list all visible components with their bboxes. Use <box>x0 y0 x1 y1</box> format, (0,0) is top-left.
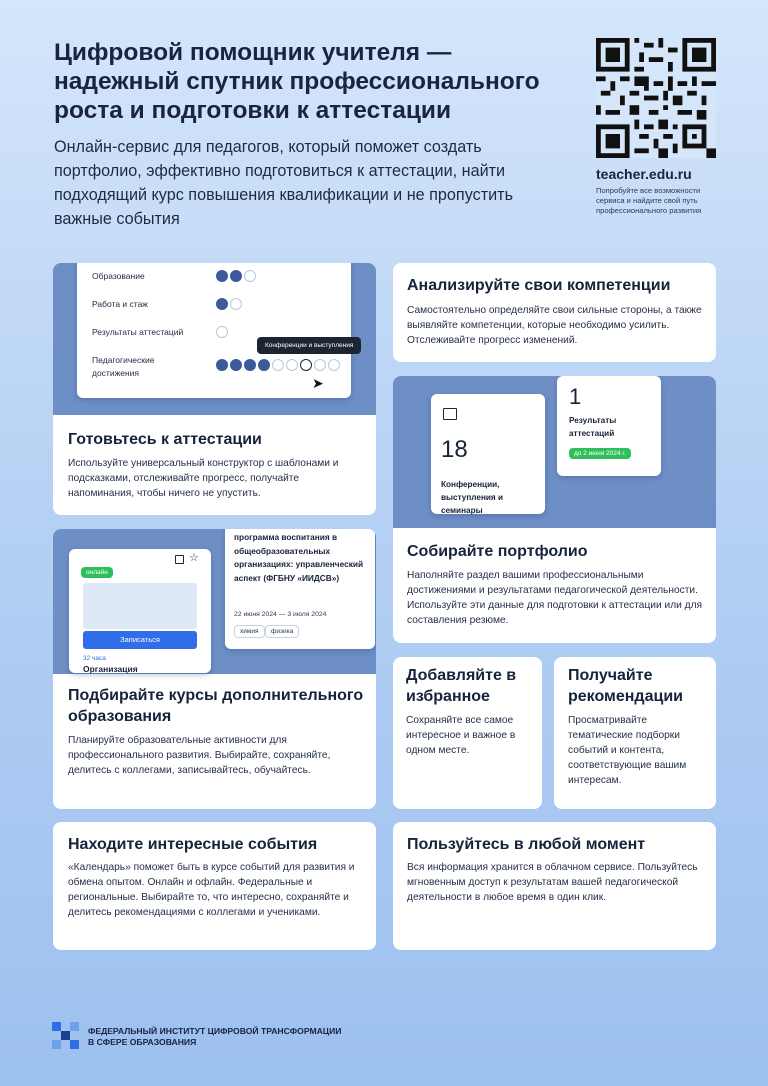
row-label: Образование <box>92 271 145 281</box>
card-title: Готовьтесь к аттестации <box>68 431 262 448</box>
course-org: Организация <box>83 664 138 674</box>
course-dates: 22 июня 2024 — 3 июля 2024 <box>234 611 327 618</box>
card-title: Пользуйтесь в любой момент <box>407 836 646 853</box>
card-competencies <box>393 263 716 362</box>
site-note: Попробуйте все возможности сервиса и найдите свой путь профессионального развития <box>596 186 702 215</box>
stat-label: Результаты аттестаций <box>569 416 617 438</box>
card-portfolio <box>393 376 716 643</box>
row-label: Работа и стаж <box>92 299 148 309</box>
star-icon[interactable]: ☆ <box>189 552 199 564</box>
site-link[interactable]: teacher.edu.ru <box>596 166 692 182</box>
row-checks <box>216 326 228 338</box>
course-hours: 32 часа <box>83 655 106 662</box>
card-title: Собирайте портфолио <box>407 543 588 560</box>
course-title: программа воспитания в общеобразовательных организациях: управленческий аспект (ФГБНУ «ИИДСВ») <box>234 532 364 583</box>
card-text: «Календарь» поможет быть в курсе событий для развития и обмена опытом. Онлайн и офлайн. Федеральные и региональные. Выбирайте то, что интересно, сохраняйте и делитесь рекомендациями с коллегами и учениками. <box>68 862 355 918</box>
card-text: Планируйте образовательные активности для профессионального развития. Выбирайте, сохраняйте, делитесь с коллегами, записывайтесь, обучайтесь. <box>68 735 331 776</box>
course-card <box>69 549 211 673</box>
presentation-icon <box>443 408 457 420</box>
page-title: Цифровой помощник учителя — надежный спутник профессионального роста и подготовки к аттестации <box>54 39 540 124</box>
card-anytime <box>393 822 716 950</box>
calendar-icon[interactable] <box>175 555 184 564</box>
card-title: Подбирайте курсы дополнительного образования <box>68 687 364 725</box>
row-checks <box>216 359 340 371</box>
online-badge: онлайн <box>81 567 113 578</box>
row-label: Результаты аттестаций <box>92 327 184 337</box>
stat-label: Конференции, выступления и семинары <box>441 480 504 515</box>
row-checks <box>216 298 242 310</box>
attestation-panel <box>77 263 351 398</box>
course-image <box>83 583 197 629</box>
row-label: Педагогические достижения <box>92 355 155 378</box>
tooltip: Конференции и выступления <box>257 337 361 354</box>
card-text: Используйте универсальный конструктор с шаблонами и подсказками, отслеживайте прогресс, получайте напоминания, чтобы ничего не упустить. <box>68 458 339 499</box>
card-text: Просматривайте тематические подборки событий и контента, соответствующие вашим интересам. <box>568 715 687 786</box>
enroll-button[interactable]: Записаться <box>83 631 197 649</box>
card-recommendations <box>554 657 716 809</box>
course-details <box>225 529 375 649</box>
subject-tag[interactable]: физика <box>265 625 299 638</box>
card-text: Самостоятельно определяйте свои сильные стороны, а также выявляйте компетенции, которые необходимо усилить. Отслеживайте прогресс изменений. <box>407 305 702 346</box>
card-text: Вся информация хранится в облачном сервисе. Пользуйтесь мгновенным доступ к результатам вашей педагогической деятельности в любое время в один клик. <box>407 862 698 903</box>
card-events <box>53 822 376 950</box>
card-attestation <box>53 263 376 515</box>
institute-logo-icon <box>52 1022 80 1050</box>
stat-value: 1 <box>569 384 582 409</box>
row-checks <box>216 270 256 282</box>
card-title: Находите интересные события <box>68 836 318 853</box>
card-title: Добавляйте в избранное <box>406 667 517 705</box>
stat-card-attestations <box>557 376 661 476</box>
card-title: Анализируйте свои компетенции <box>407 277 671 294</box>
qr-code-icon[interactable] <box>596 38 716 158</box>
footer-org: ФЕДЕРАЛЬНЫЙ ИНСТИТУТ ЦИФРОВОЙ ТРАНСФОРМАЦИИ В СФЕРЕ ОБРАЗОВАНИЯ <box>88 1026 342 1047</box>
card-title: Получайте рекомендации <box>568 667 683 705</box>
card-text: Сохраняйте все самое интересное и важное в одном месте. <box>406 715 516 756</box>
card-courses <box>53 529 376 809</box>
stat-card-conferences <box>431 394 545 514</box>
stat-value: 18 <box>441 436 468 463</box>
subject-tag[interactable]: химия <box>234 625 265 638</box>
cursor-icon: ➤ <box>312 375 324 391</box>
card-text: Наполняйте раздел вашими профессиональными достижениями и результатами педагогической деятельности. Используйте эти данные для подготовки к аттестации или для составления резюме. <box>407 570 703 626</box>
card-favorites <box>393 657 542 809</box>
page-subtitle: Онлайн-сервис для педагогов, который поможет создать портфолио, эффективно подготовиться к аттестации, найти подходящий курс повышения квалификации и не пропустить важные события <box>54 138 514 228</box>
date-badge: до 2 июня 2024 г. <box>569 448 631 459</box>
